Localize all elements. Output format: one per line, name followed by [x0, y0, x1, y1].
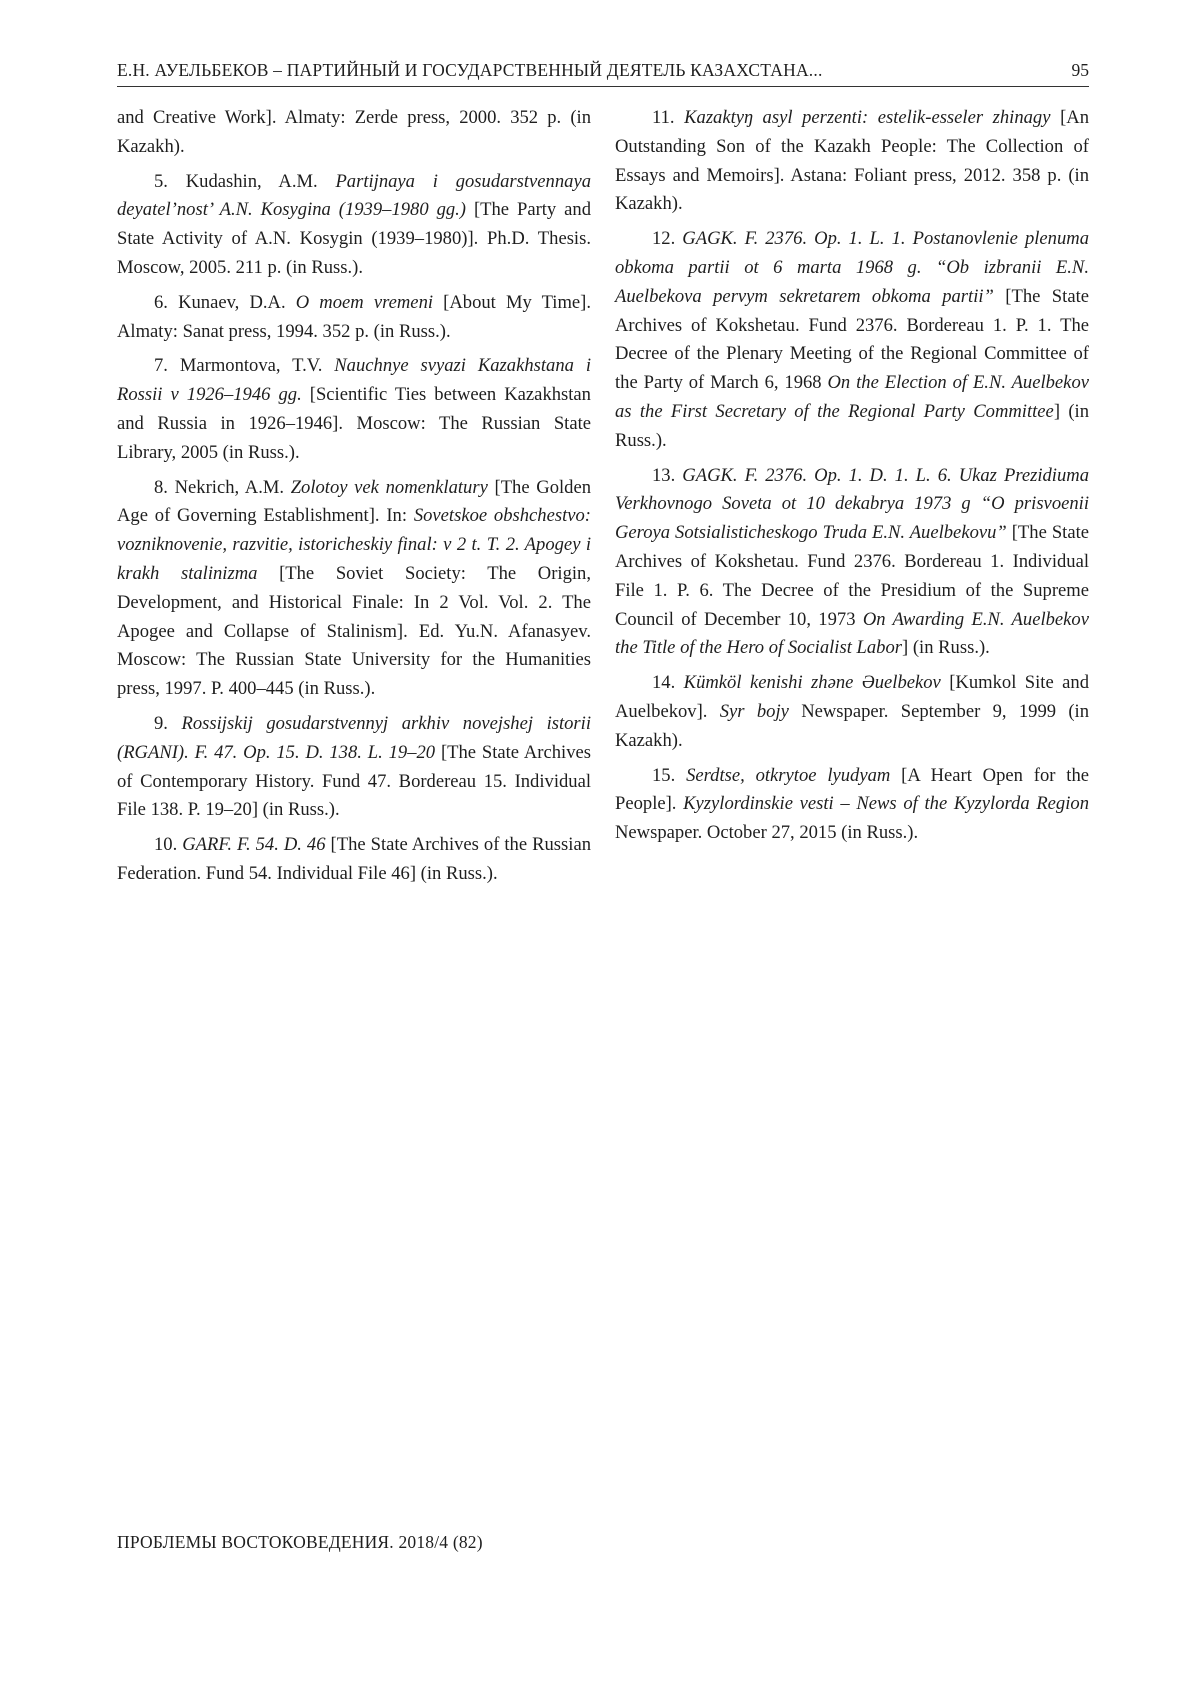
- reference-text: 5. Kudashin, A.M.: [154, 170, 336, 192]
- page-number: 95: [1071, 60, 1089, 80]
- reference-text: 7. Marmontova, T.V.: [154, 355, 335, 377]
- reference-text: ] (in Russ.).: [615, 400, 1089, 451]
- reference-item: [117, 710, 591, 825]
- reference-item: [615, 669, 1089, 755]
- reference-title: Kyzylordinskie vesti – News of the Kyzylorda Region: [683, 793, 1089, 815]
- reference-title: Syr bojy: [719, 700, 789, 722]
- reference-text: [The Party and State Activity of A.N. Kosygin (1939–1980)]. Ph.D. Thesis. Moscow, 2005. 211 p. (in Russ.).: [117, 199, 592, 278]
- reference-title: On Awarding E.N. Auelbekov the Title of the Hero of Socialist Labor: [615, 608, 1089, 659]
- journal-footer: ПРОБЛЕМЫ ВОСТОКОВЕДЕНИЯ. 2018/4 (82): [117, 1532, 483, 1552]
- reference-title: Nauchnye svyazi Kazakhstana i Rossii v 1926–1946 gg.: [117, 355, 591, 406]
- reference-text: [Scientific Ties between Kazakhstan and Russia in 1926–1946]. Moscow: The Russian State Library, 2005 (in Russ.).: [117, 384, 591, 463]
- reference-title: Kazaktyŋ asyl perzenti: estelik-esseler zhinagy: [684, 107, 1051, 128]
- reference-text: and Creative Work]. Almaty: Zerde press, 2000. 352 p. (in Kazakh).: [117, 107, 591, 157]
- reference-item: [117, 104, 591, 162]
- reference-text: [The Golden Age of Governing Establishment]. In:: [117, 476, 591, 527]
- reference-text: [The State Archives of the Russian Federation. Fund 54. Individual File 46] (in Russ.).: [117, 834, 591, 884]
- reference-text: [A Heart Open for the People].: [615, 764, 1089, 815]
- reference-item: [615, 762, 1089, 848]
- reference-item: [117, 168, 591, 283]
- reference-text: [The State Archives of Kokshetau. Fund 2376. Bordereau 1. P. 1. The Decree of the Plenary Meeting of the Regional Committee of the Party of March 6, 1968: [615, 285, 1089, 394]
- reference-text: [The State Archives of Contemporary History. Fund 47. Bordereau 15. Individual File 138. P. 19–20] (in Russ.).: [117, 741, 591, 821]
- reference-text: 11.: [652, 107, 685, 128]
- references-left-column: [117, 104, 591, 895]
- running-header: [117, 58, 1089, 87]
- reference-title: Kümköl kenishi zhəne Əuelbekov: [683, 672, 941, 694]
- references-right-column: [615, 104, 1089, 854]
- reference-text: 8. Nekrich, A.M.: [154, 476, 291, 498]
- reference-title: Rossijskij gosudarstvennyj arkhiv novejshej istorii (RGANI). F. 47. Op. 15. D. 138. L. 19–20: [117, 712, 591, 763]
- reference-text: 10.: [154, 834, 183, 856]
- running-header-title: Е.Н. АУЕЛЬБЕКОВ – ПАРТИЙНЫЙ И ГОСУДАРСТВЕННЫЙ ДЕЯТЕЛЬ КАЗАХСТАНА...: [117, 60, 823, 80]
- reference-text: ] (in Russ.).: [902, 637, 990, 659]
- reference-text: 9.: [154, 712, 182, 734]
- reference-text: [An Outstanding Son of the Kazakh People: The Collection of Essays and Memoirs]. Astana: Foliant press, 2012. 358 p. (in Kazakh).: [615, 107, 1089, 215]
- reference-item: [117, 474, 591, 704]
- reference-text: 12.: [652, 228, 683, 250]
- reference-text: [Kumkol Site and Auelbekov].: [615, 672, 1089, 722]
- reference-title: GAGK. F. 2376. Op. 1. L. 1. Postanovlenie plenuma obkoma partii ot 6 marta 1968 g. “Ob izbranii E.N. Auelbekova pervym sekretarem obkoma partii”: [615, 228, 1089, 307]
- reference-item: [117, 352, 591, 467]
- reference-item: [117, 289, 591, 347]
- reference-text: Newspaper. October 27, 2015 (in Russ.).: [615, 822, 919, 844]
- reference-title: Partijnaya i gosudarstvennaya deyatel’nost’ A.N. Kosygina (1939–1980 gg.): [117, 170, 591, 221]
- reference-text: Newspaper. September 9, 1999 (in Kazakh).: [615, 700, 1090, 751]
- reference-text: 6. Kunaev, D.A.: [154, 291, 296, 313]
- reference-item: [615, 225, 1089, 455]
- reference-title: Zolotoy vek nomenklatury: [290, 476, 488, 498]
- reference-text: [About My Time]. Almaty: Sanat press, 1994. 352 p. (in Russ.).: [117, 291, 592, 342]
- reference-title: O moem vremeni: [295, 291, 434, 313]
- reference-item: [117, 831, 591, 889]
- reference-title: On the Election of E.N. Auelbekov as the First Secretary of the Regional Party Committee: [615, 372, 1089, 422]
- reference-text: 15.: [652, 764, 687, 786]
- reference-title: GAGK. F. 2376. Op. 1. D. 1. L. 6. Ukaz Prezidiuma Verkhovnogo Soveta ot 10 dekabrya 1973 g “O prisvoenii Geroya Sotsialisticheskogo Truda E.N. Auelbekovu”: [615, 464, 1089, 544]
- reference-text: 14.: [652, 672, 684, 694]
- reference-item: [615, 462, 1089, 664]
- reference-title: Sovetskoe obshchestvo: vozniknovenie, razvitie, istoricheskiy final: v 2 t. T. 2. Apogey i krakh stalinizma: [117, 505, 591, 584]
- reference-text: 13.: [652, 464, 683, 486]
- reference-title: Serdtse, otkrytoe lyudyam: [686, 764, 891, 786]
- reference-item: [615, 104, 1089, 219]
- reference-title: GARF. F. 54. D. 46: [182, 834, 326, 856]
- reference-text: [The State Archives of Kokshetau. Fund 2376. Bordereau 1. Individual File 1. P. 6. The Decree of the Presidium of the Supreme Council of December 10, 1973: [615, 522, 1090, 630]
- reference-text: [The Soviet Society: The Origin, Development, and Historical Finale: In 2 Vol. Vol. 2. The Apogee and Collapse of Stalinism]. Ed. Yu.N. Afanasyev. Moscow: The Russian State University for the Humanities press, 1997. P. 400–445 (in Russ.).: [117, 562, 591, 700]
